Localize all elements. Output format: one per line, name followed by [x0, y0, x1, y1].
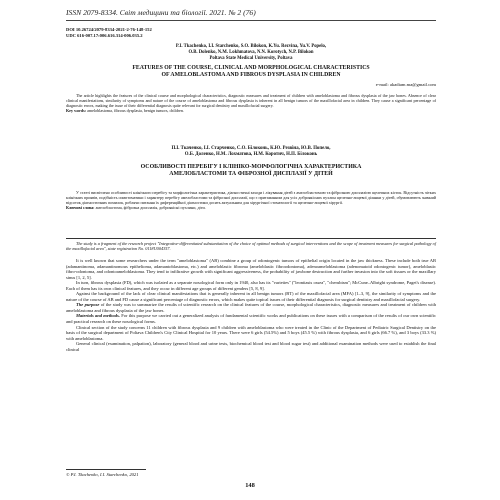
authors-ua-line-2: О.Б. Доленко, Н.М. Лохматова, Н.М. Коротич, Н.П. Білоконь — [184, 152, 318, 158]
article-title-ua — [66, 164, 436, 178]
body-paragraph-3: Against the background of the lack of clear clinical manifestations that is generally inherent in all benign tumors (BT) of the maxillofacial area (MFA) [1–3, 9], the similarity of symptoms and the nature of the course of AB and FD cause a significant percentage of diagnostic errors, which makes quite topical issues of their differential diagnosis for surgical dentistry and maxillofacial surgery. — [66, 291, 436, 302]
page-number: 148 — [245, 482, 255, 489]
methods-lead: Materials and methods. — [76, 313, 120, 319]
body-paragraph-7: General clinical (examination, palpation), laboratory (general blood and urine tests, biochemical blood test and blood sugar test) and additional examination methods were used to establish the final clinical — [66, 341, 436, 352]
authors-ua-line-1: П.І. Ткаченко, І.І. Старченко, С.О. Білоконь, К.Ю. Резвіна, Ю.В. Попело, — [171, 146, 331, 151]
title-en-line-1: FEATURES OF THE COURSE, CLINICAL AND MORPHOLOGICAL CHARACTERISTICS — [132, 65, 370, 71]
footer-divider — [66, 469, 146, 470]
authors-en-line-2: O.B. Dolenko, N.M. Lokhmatova, N.N. Korotych, N.P. Bilokon — [188, 50, 314, 56]
title-en-line-2: OF AMELOBLASTOMA AND FIBROUS DYSPLASIA IN CHILDREN — [161, 72, 341, 79]
title-ua-line-1: ОСОБЛИВОСТІ ПЕРЕБІГУ І КЛІНІКО-МОРФОЛОГІЧНА ХАРАКТЕРИСТИКА — [140, 164, 362, 170]
body-paragraph-1: It is well known that some researchers under the term "ameloblastoma" (AB) combine a group of odontogenic tumors of epithelial origin located in the jaw thickness. These include both true AB (adamantinoma, adamantinomous epithelioma, adamantoblastoma, etc.) and ameloblastic fibroma (ameloblastic fibroodontoma), adenoameloblastoma (adenomatoid odontogenic tumor), ameloblastic fibro-odontoma, and odontoameloblastoma. They tend to infiltrative growth with significant aggressiveness, the probability of jawbone destruction and further invasion into the soft tissues or the maxillary sinus [1, 2, 5]. — [66, 258, 436, 280]
doi: DOI 10.26724/2079-8334-2021-2-76-148-152 — [66, 27, 152, 32]
keywords-en-label: Key words: — [66, 108, 87, 114]
keywords-ua — [66, 205, 436, 210]
purpose-lead: The purpose — [76, 302, 100, 308]
authors-en-line-1: P.I. Tkachenko, I.I. Starchenko, S.O. Bilokon, K.Yu. Rezvina, Yu.V. Popelo, — [175, 44, 327, 49]
divider — [66, 238, 436, 239]
keywords-en-text: ameloblastoma, fibrous dysplasia, benign tumors, children. — [87, 108, 184, 114]
abstract-ua-text: У статті висвітлено особливості клінічного перебігу та морфологічна характеристика, діагностичні заходи і лікування дітей з амелобластомою та фіброзною дисплазією щелепних кісток. Відсутність чітких клінічних проявів, подібність симптоматики і характеру перебігу амелобластоми та фіброзної дисплазії, що є притаманним для усіх доброякісних пухлин щелепно-лицевої ділянки у дітей, обумовлюють значний відсоток діагностичних помилок, роблячи питання їх диференційної діагностики досить актуальним для хірургічної стоматології та щелепно-лицевої хірургії. — [66, 190, 436, 206]
body-paragraph-2: In turn, fibrous dysplasia (FD), which was isolated as a separate nosological form only in 1940, also has its "varieties" ("leontiasis ossea", "cherubism"; McCune–Albright syndrome, Paget's disease). Each of them has its own clinical features, and they occur in different age groups of different genders [5, 8, 9]. — [66, 280, 436, 291]
keywords-en — [66, 108, 436, 113]
body-paragraph-purpose — [66, 302, 436, 313]
methods-text: For this purpose we carried out a generalized analysis of fundamental scientific works and publications on these issues with a comparison of the results of our own scientific and practical research on these nosological forms. — [66, 313, 437, 325]
copyright-note: © P.I. Tkachenko, I.I. Starchenko, 2021 — [66, 472, 139, 477]
keywords-ua-label: Ключові слова: — [66, 205, 95, 211]
body-paragraph-6: Clinical section of the study concerns 11 children with fibrous dysplasia and 9 children with ameloblastoma who were treated in the Clinic of the Department of Pediatric Surgical Dentistry on the basis of the surgical department of Poltava Children's City Clinical Hospital for 10 years. There were 6 girls (54.5%) and 5 boys (45.5 %) with fibrous dysplasia, and 6 girls (66.7 %), and 3 boys (33.3 %) with ameloblastoma. — [66, 324, 436, 341]
article-title-en — [66, 65, 436, 79]
purpose-text: of the study was to summarize the results of scientific research on the clinical features of the course, morphological characteristics, diagnostic measures and treatment of children with ameloblastoma and fibrous dysplasia of the jaw bones. — [66, 302, 436, 313]
udc: UDC 616-007.17:006.616.314-006.035.2 — [66, 33, 143, 38]
abstract-ua — [66, 190, 436, 210]
affiliation: Poltava State Medical University, Poltava — [209, 56, 293, 62]
article-identifiers — [66, 27, 436, 39]
body-paragraph-methods — [66, 313, 436, 324]
abstract-en — [66, 93, 436, 113]
funding-footnote: The study is a fragment of the research project "Integrative-differentiated substantiation of the choice of optimal methods of surgical interventions and the scope of treatment measures for surgical pathology of the maxillofacial area", state registration No. 0118U004357. — [66, 241, 436, 252]
abstract-en-text: The article highlights the features of the clinical course and morphological characteristics, diagnostic measures and treatment of children with ameloblastoma and fibrous dysplasia of the jaw bones. Absence of clear clinical manifestations, similarity of symptoms and nature of the course of ameloblastoma and fibrous dysplasia is inherent in all benign tumors of the maxillofacial area in children. They cause a significant percentage of diagnostic errors, making the issue of their differential diagnosis quite relevant for surgical dentistry and maxillofacial surgery. — [66, 93, 436, 109]
contact-email: e-mail: akadiam.ma@gmail.com — [375, 82, 436, 87]
title-ua-line-2: АМЕЛОБЛАСТОМИ ТА ФІБРОЗНОЇ ДИСПЛАЗІЇ У ДІТЕЙ — [169, 171, 333, 178]
authors-en — [66, 44, 436, 63]
keywords-ua-text: амелобластома, фіброзна дисплазія, доброякісні пухлини, діти. — [95, 205, 206, 211]
authors-ua — [66, 146, 436, 159]
article-body — [66, 258, 436, 352]
journal-header: ISSN 2079-8334. Світ медицини та біології. 2021. № 2 (76) — [66, 8, 436, 21]
